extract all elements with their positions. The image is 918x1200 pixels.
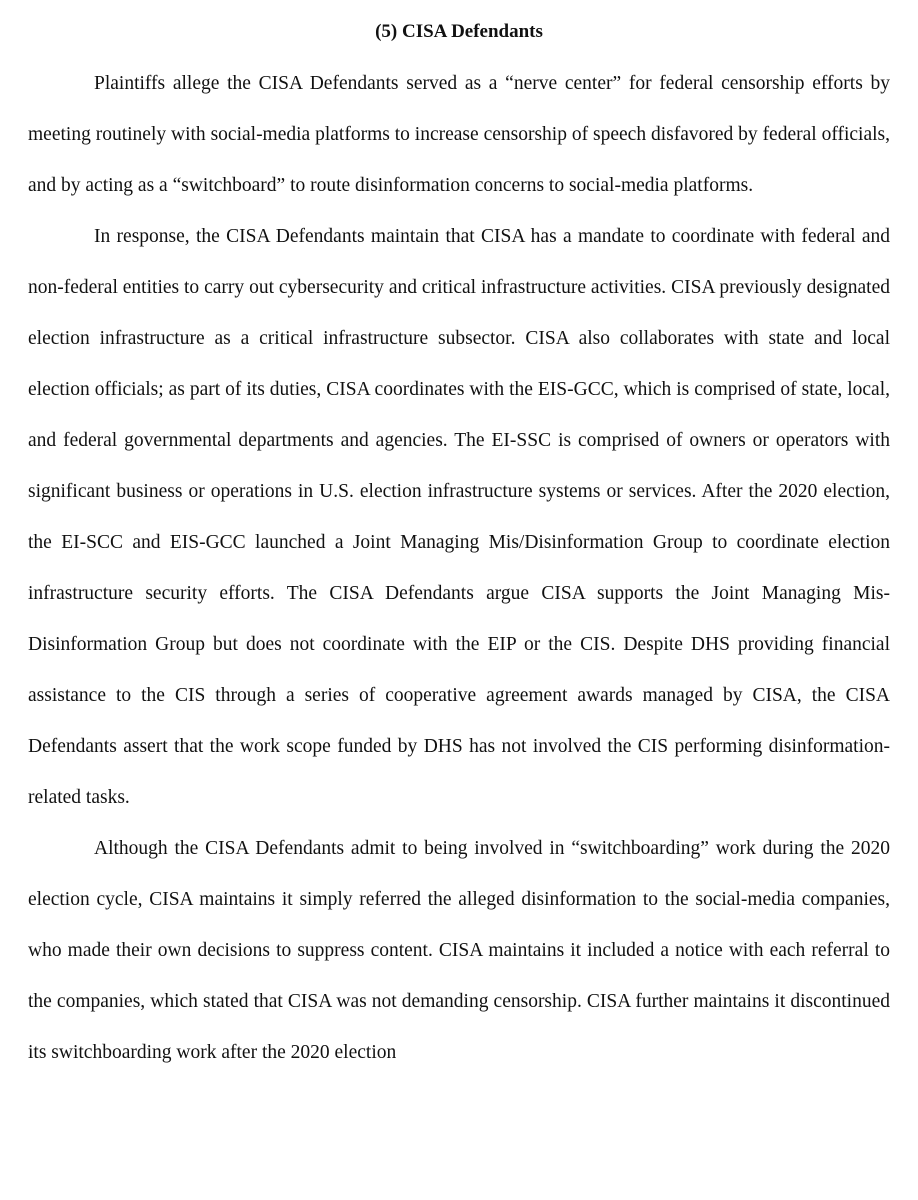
document-page: [28, 0, 890, 1078]
paragraph-cisa-response: In response, the CISA Defendants maintain that CISA has a mandate to coordinate with federal and non-federal entities to carry out cybersecurity and critical infrastructure activities. CISA previously designated election infrastructure as a critical infrastructure subsector. CISA also collaborates with state and local election officials; as part of its duties, CISA coordinates with the EIS-GCC, which is comprised of state, local, and federal governmental departments and agencies. The EI-SSC is comprised of owners or operators with significant business or operations in U.S. election infrastructure systems or services. After the 2020 election, the EI-SCC and EIS-GCC launched a Joint Managing Mis/Disinformation Group to coordinate election infrastructure security efforts. The CISA Defendants argue CISA supports the Joint Managing Mis-Disinformation Group but does not coordinate with the EIP or the CIS. Despite DHS providing financial assistance to the CIS through a series of cooperative agreement awards managed by CISA, the CISA Defendants assert that the work scope funded by DHS has not involved the CIS performing disinformation-related tasks.: [28, 226, 890, 808]
paragraph-plaintiffs-allegation: Plaintiffs allege the CISA Defendants served as a “nerve center” for federal censorship efforts by meeting routinely with social-media platforms to increase censorship of speech disfavored by federal officials, and by acting as a “switchboard” to route disinformation concerns to social-media platforms.: [28, 73, 890, 196]
paragraph-switchboarding: Although the CISA Defendants admit to being involved in “switchboarding” work during the 2020 election cycle, CISA maintains it simply referred the alleged disinformation to the social-media companies, who made their own decisions to suppress content. CISA maintains it included a notice with each referral to the companies, which stated that CISA was not demanding censorship. CISA further maintains it discontinued its switchboarding work after the 2020 election: [28, 838, 890, 1063]
section-heading: (5) CISA Defendants: [375, 21, 543, 42]
